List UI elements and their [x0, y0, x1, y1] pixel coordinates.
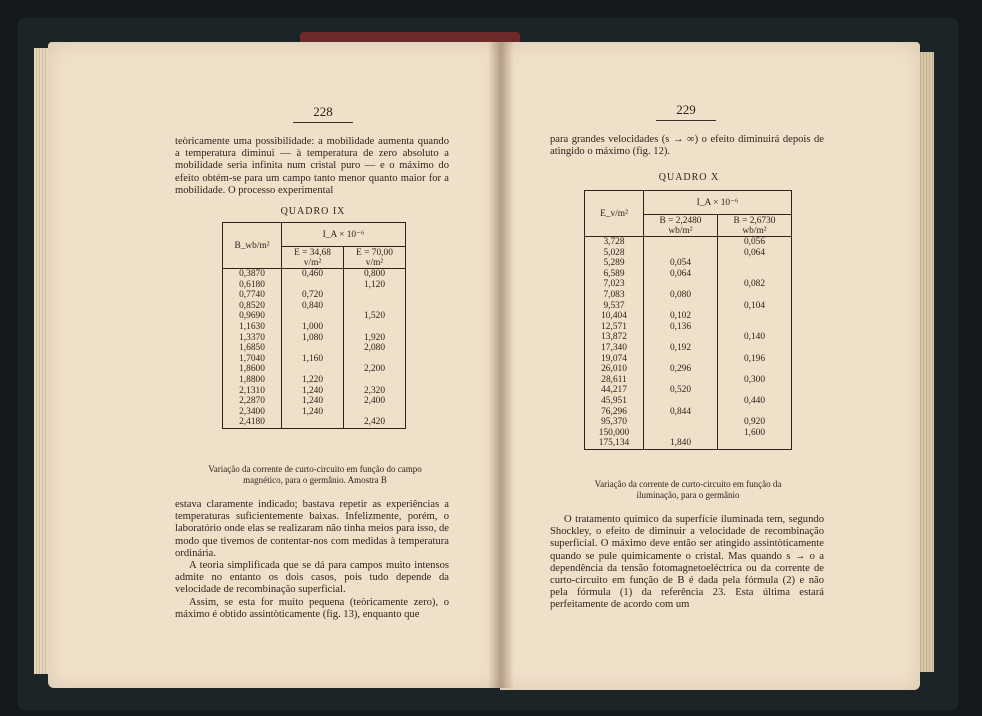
page-number: 228 — [313, 104, 333, 119]
table-row — [585, 332, 792, 343]
table-cell: 1,240 — [282, 386, 344, 397]
table-cell — [644, 375, 718, 386]
table-row — [223, 354, 406, 365]
table-row — [585, 428, 792, 439]
row-header: B_wb/m² — [223, 223, 282, 269]
table-cell: 0,800 — [344, 269, 406, 280]
table-cell: 2,2870 — [239, 396, 265, 407]
table-cell: 0,082 — [718, 279, 792, 290]
table-cell: 1,8800 — [239, 374, 265, 385]
table-row — [223, 269, 406, 280]
table-row — [223, 386, 406, 397]
table-row — [223, 301, 406, 312]
table-row — [585, 258, 792, 269]
table-row — [223, 322, 406, 333]
paragraph — [175, 499, 449, 621]
table-cell — [282, 311, 344, 322]
table-cell: 0,840 — [282, 301, 344, 312]
table-row — [585, 396, 792, 407]
table-cell — [282, 280, 344, 291]
table-cell — [718, 364, 792, 375]
table-cell: 0,104 — [718, 301, 792, 312]
page-number: 229 — [676, 102, 696, 117]
table-cell — [644, 279, 718, 290]
column-header: B = 2,2480 wb/m² — [644, 215, 718, 237]
table-cell: 0,080 — [644, 290, 718, 301]
table-cell: 0,3870 — [239, 269, 265, 279]
table-cell: 19,074 — [601, 353, 627, 364]
table-cell: 175,134 — [598, 438, 630, 449]
table-title: QUADRO IX — [280, 206, 346, 217]
table-row — [223, 364, 406, 375]
table-row — [223, 396, 406, 407]
table-cell — [718, 258, 792, 269]
table-cell: 5,289 — [603, 258, 625, 269]
table-cell — [344, 407, 406, 418]
table-cell: 2,200 — [344, 364, 406, 375]
paragraph — [550, 134, 824, 158]
table-row — [223, 343, 406, 354]
row-header: E_v/m² — [585, 191, 644, 237]
paragraph-text: Assim, se esta for muito pequena (teòricamente zero), o máximo é obtido assintòticamente (fig. 13), enquanto que — [175, 596, 449, 620]
table-cell — [344, 301, 406, 312]
column-header: E = 70,00 v/m² — [344, 247, 406, 269]
table-cell: 1,120 — [344, 280, 406, 291]
table-row — [585, 385, 792, 396]
paragraph-text: A teoria simplificada que se dá para campos muito intensos admite no entanto os dois casos, pois tudo depende da velocidade de recombinação superficial. — [175, 560, 449, 596]
paragraph-text: O tratamento químico da superfície iluminada tem, segundo Shockley, o efeito de diminuir a velocidade de recombinação superficial. O máximo deve então ser atingido assintòticamente quando se pule quimicamente o cristal. Mas quando s → o a dependência da tensão fotomagnetoeléctrica ou da corrente de curto-circuito em função de B é dada pela fórmula (2) e não pela fórmula (1) da referência 23. Esta última estará perfeitamente de acordo com um — [550, 514, 824, 611]
table-cell: 95,370 — [601, 417, 627, 428]
table-cell: 1,7040 — [239, 353, 265, 364]
table-cell: 1,6850 — [239, 343, 265, 354]
table-row — [585, 375, 792, 386]
paragraph-text: estava claramente indicado; bastava repetir as experiências a temperaturas suficientemente baixas. Infelizmente, porém, o laboratório onde elas se realizaram não tinha meios para isso, de modo que tivemos de contentar-nos com medidas à temperatura ordinária. — [175, 499, 449, 559]
table-cell: 13,872 — [601, 332, 627, 343]
table-cell — [644, 428, 718, 439]
table-cell: 44,217 — [601, 385, 627, 396]
table-row — [585, 354, 792, 365]
table-cell — [718, 385, 792, 396]
right-page-edges — [918, 52, 934, 672]
table-row — [585, 417, 792, 428]
table-row — [585, 343, 792, 354]
table-cell: 28,611 — [601, 374, 627, 385]
table-cell — [344, 290, 406, 301]
table-cell: 2,080 — [344, 343, 406, 354]
table-cell: 1,3370 — [239, 332, 265, 343]
table-cell — [344, 322, 406, 333]
table-cell: 0,140 — [718, 332, 792, 343]
table-cell: 0,6180 — [239, 279, 265, 290]
table-cell: 9,537 — [603, 300, 625, 311]
table-cell: 6,589 — [603, 268, 625, 279]
table-cell: 2,420 — [344, 417, 406, 428]
table-cell — [718, 290, 792, 301]
table-row — [585, 237, 792, 248]
table-cell — [644, 248, 718, 259]
table-cell: 1,220 — [282, 375, 344, 386]
table-cell: 1,080 — [282, 333, 344, 344]
table-cell: 1,8600 — [239, 364, 265, 375]
table-cell: 5,028 — [603, 247, 625, 258]
table-cell: 0,192 — [644, 343, 718, 354]
table-cell: 3,728 — [603, 237, 625, 247]
table-cell: 12,571 — [601, 321, 627, 332]
table-cell — [718, 322, 792, 333]
table-cell — [644, 417, 718, 428]
table-cell: 1,840 — [644, 438, 718, 449]
table-cell: 0,054 — [644, 258, 718, 269]
table-cell: 0,7740 — [239, 290, 265, 301]
table-cell: 45,951 — [601, 395, 627, 406]
table-cell: 1,160 — [282, 354, 344, 365]
table-row — [585, 322, 792, 333]
paragraph-text: teòricamente uma possibilidade: a mobilidade aumenta quando a temperatura diminui — à temperatura de zero absoluto a mobilidade seria infinita num cristal puro — e o máximo do efeito obtém-se para um campo tanto menor quanto maior for a mobilidade. O processo experimental — [175, 136, 449, 196]
table-row — [223, 290, 406, 301]
table-cell — [718, 438, 792, 449]
table-cell: 0,300 — [718, 375, 792, 386]
table-cell: 76,296 — [601, 406, 627, 417]
paragraph — [175, 136, 449, 197]
table-cell — [282, 417, 344, 428]
table-row — [585, 301, 792, 312]
table-cell — [282, 343, 344, 354]
column-group-header: I_A × 10⁻⁶ — [644, 191, 792, 215]
table-cell: 10,404 — [601, 311, 627, 322]
table-cell: 0,920 — [718, 417, 792, 428]
table-cell — [644, 354, 718, 365]
table-cell: 2,3400 — [239, 406, 265, 417]
page-number-rule — [293, 122, 353, 123]
table-cell — [718, 407, 792, 418]
table-cell: 0,136 — [644, 322, 718, 333]
paragraph-text: para grandes velocidades (s → ∞) o efeito diminuirá depois de atingido o máximo (fig. 12). — [550, 134, 824, 158]
table-cell — [644, 396, 718, 407]
page-number-rule — [656, 120, 716, 121]
table-row — [223, 333, 406, 344]
table-row — [585, 311, 792, 322]
table-title: QUADRO X — [658, 172, 720, 183]
table-cell: 0,460 — [282, 269, 344, 280]
table-cell: 1,520 — [344, 311, 406, 322]
table-cell — [718, 343, 792, 354]
paragraph — [550, 514, 824, 612]
table-cell: 0,196 — [718, 354, 792, 365]
table-cell — [644, 332, 718, 343]
table-row — [585, 407, 792, 418]
table-cell — [282, 364, 344, 375]
table-cell: 2,400 — [344, 396, 406, 407]
column-group-header: I_A × 10⁻⁶ — [282, 223, 406, 247]
table-cell — [644, 237, 718, 248]
table-cell: 17,340 — [601, 342, 627, 353]
table-cell: 26,010 — [601, 364, 627, 375]
table-cell: 1,240 — [282, 396, 344, 407]
table-row — [223, 280, 406, 291]
table-cell: 2,4180 — [239, 417, 265, 428]
table-cell: 150,000 — [598, 427, 630, 438]
table-row — [585, 269, 792, 280]
column-header: B = 2,6730 wb/m² — [718, 215, 792, 237]
table-cell: 0,8520 — [239, 300, 265, 311]
table-cell: 1,000 — [282, 322, 344, 333]
table-cell: 2,1310 — [239, 385, 265, 396]
left-page — [48, 42, 500, 688]
table-cell — [718, 269, 792, 280]
table-cell — [644, 301, 718, 312]
table-cell: 2,320 — [344, 386, 406, 397]
table-cell: 1,240 — [282, 407, 344, 418]
table-cell: 0,056 — [718, 237, 792, 248]
table-cell: 0,9690 — [239, 311, 265, 322]
table-body — [585, 237, 792, 450]
table-cell: 0,102 — [644, 311, 718, 322]
table-cell: 0,520 — [644, 385, 718, 396]
data-table — [584, 190, 792, 450]
table-row — [223, 311, 406, 322]
table-body — [223, 269, 406, 429]
table-cell: 1,600 — [718, 428, 792, 439]
table-cell: 0,844 — [644, 407, 718, 418]
table-caption: Variação da corrente de curto-circuito em função da iluminação, para o germânio — [594, 479, 782, 500]
table-cell: 0,064 — [644, 269, 718, 280]
column-header: E = 34,68 v/m² — [282, 247, 344, 269]
table-cell: 7,023 — [603, 279, 625, 290]
table-cell: 1,920 — [344, 333, 406, 344]
table-row — [585, 290, 792, 301]
table-caption: Variação da corrente de curto-circuito em função do campo magnético, para o germânio. Amostra B — [208, 464, 422, 485]
table-row — [585, 364, 792, 375]
table-cell: 0,440 — [718, 396, 792, 407]
table-row — [585, 438, 792, 449]
table-cell — [718, 311, 792, 322]
table-cell: 0,296 — [644, 364, 718, 375]
right-page — [500, 42, 920, 690]
data-table — [222, 222, 406, 429]
table-cell: 0,720 — [282, 290, 344, 301]
book-gutter — [488, 42, 514, 688]
table-row — [585, 248, 792, 259]
table-row — [223, 417, 406, 428]
table-cell: 0,064 — [718, 248, 792, 259]
table-cell — [344, 375, 406, 386]
table-row — [223, 407, 406, 418]
table-cell: 1,1630 — [239, 321, 265, 332]
table-cell — [344, 354, 406, 365]
table-cell: 7,083 — [603, 289, 625, 300]
table-row — [223, 375, 406, 386]
table-row — [585, 279, 792, 290]
